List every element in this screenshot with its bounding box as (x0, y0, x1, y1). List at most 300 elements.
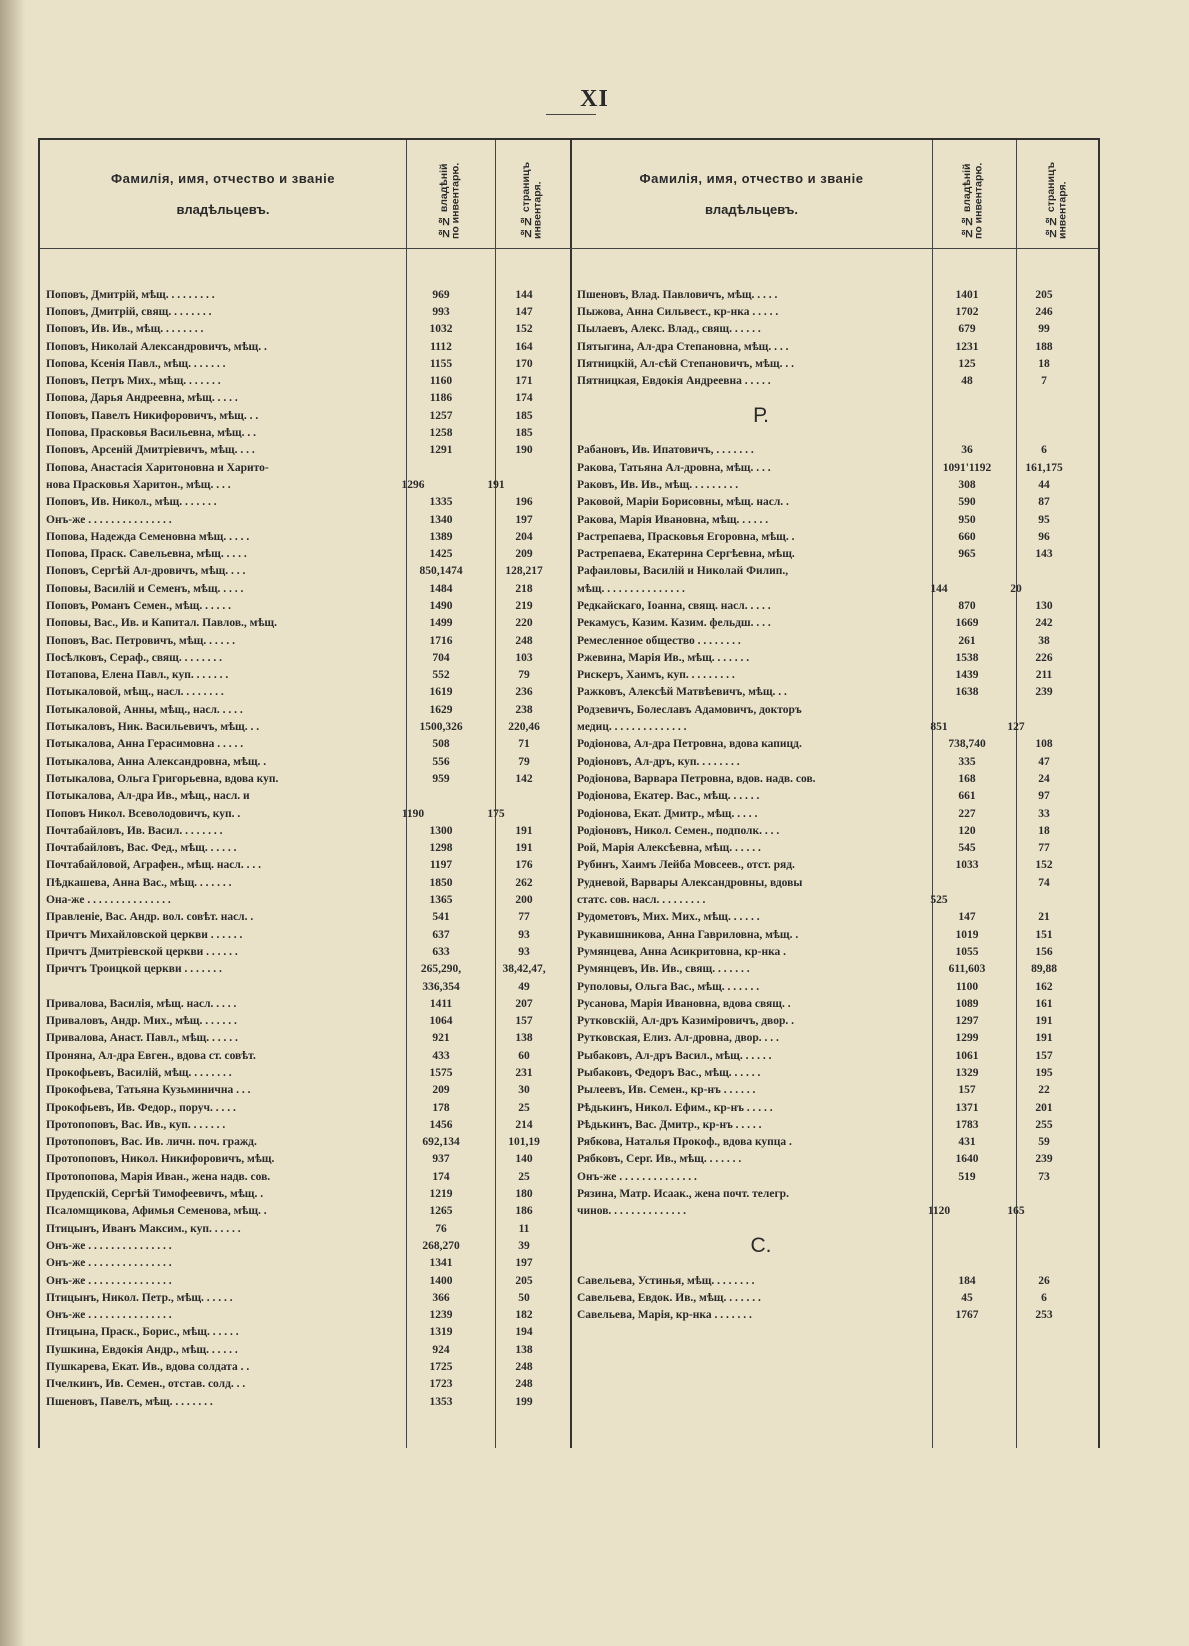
inventory-page: 39 (518, 1239, 530, 1252)
inventory-page: 185 (515, 409, 533, 422)
holding-number: 679 (958, 323, 976, 336)
inventory-page: 127 (1007, 721, 1025, 734)
holding-number: 969 (432, 288, 450, 301)
owner-name: Поповъ, Павелъ Никифоровичъ, мѣщ. . . (46, 409, 259, 422)
owner-name: Потыкалова, Ольга Григорьевна, вдова куп. (46, 772, 279, 785)
owner-name: Рафаиловы, Василій и Николай Филип., (577, 565, 789, 578)
holding-number: 1064 (429, 1015, 453, 1028)
table-row (571, 1082, 1101, 1099)
owner-name: Русанова, Марія Ивановна, вдова свящ. . (577, 997, 791, 1010)
inventory-page: 143 (1035, 548, 1053, 561)
holding-number: 48 (961, 375, 973, 388)
owner-name: мѣщ. . . . . . . . . . . . . . . (577, 582, 685, 595)
owner-name: Савельева, Евдок. Ив., мѣщ. . . . . . . (577, 1291, 761, 1304)
owner-name: Поповъ, Петръ Мих., мѣщ. . . . . . . (46, 375, 221, 388)
table-row (40, 684, 570, 701)
inventory-page: 205 (515, 1274, 533, 1287)
inventory-page: 77 (518, 911, 530, 924)
table-row (571, 1307, 1101, 1324)
inventory-page: 220,46 (508, 721, 540, 734)
table-row (40, 857, 570, 874)
inventory-page: 38,42,47, (502, 963, 546, 976)
owner-name: Савельева, Марія, кр-нка . . . . . . . (577, 1309, 752, 1322)
holding-number: 308 (958, 478, 976, 491)
inventory-page: 130 (1035, 599, 1053, 612)
table-row (571, 528, 1101, 545)
owner-name: Поповъ, Николай Александровичъ, мѣщ. . (46, 340, 267, 353)
page-number: XI (580, 86, 609, 112)
inventory-page: 231 (515, 1067, 533, 1079)
table-row (571, 1064, 1101, 1081)
inventory-page: 161 (1035, 997, 1053, 1010)
owner-name: Румянцева, Анна Асикритовна, кр-нка . (577, 945, 787, 958)
owner-name: Пятницкая, Евдокія Андреевна . . . . . (577, 375, 771, 388)
holding-number: 1265 (429, 1205, 453, 1218)
table-row (571, 615, 1101, 632)
holding-number: 1723 (429, 1378, 453, 1391)
holding-number: 1702 (955, 305, 979, 318)
table-row (40, 1358, 570, 1375)
inventory-page: 93 (518, 945, 530, 958)
owner-name: Попова, Ксенія Павл., мѣщ. . . . . . . (46, 357, 226, 370)
holding-number: 1401 (955, 288, 979, 301)
owner-name: Протопоповъ, Вас. Ив. личн. поч. гражд. (46, 1136, 257, 1149)
holding-number: 1298 (429, 842, 453, 855)
holding-number: 1365 (429, 894, 453, 907)
inventory-page: 99 (1038, 323, 1050, 336)
table-row (40, 1185, 570, 1202)
inventory-page: 108 (1035, 738, 1053, 751)
owner-name: медиц. . . . . . . . . . . . . . (577, 721, 687, 734)
table-row (40, 770, 570, 787)
inventory-page: 239 (1035, 1153, 1053, 1166)
owner-name: Птицынъ, Никол. Петр., мѣщ. . . . . . (46, 1291, 233, 1304)
inventory-page: 93 (518, 928, 530, 941)
table-row (40, 286, 570, 303)
holding-number: 850,1474 (419, 565, 463, 578)
owner-name: Родіонова, Варвара Петровна, вдов. надв. сов. (577, 772, 816, 785)
table-row (40, 1341, 570, 1358)
owner-name: статс. сов. насл. . . . . . . . . (577, 894, 706, 907)
table-row (571, 597, 1101, 614)
holding-number: 1783 (955, 1118, 979, 1131)
holding-number: 1120 (927, 1205, 951, 1218)
inventory-page: 30 (518, 1084, 530, 1097)
owner-name: Растрепаева, Прасковья Егоровна, мѣщ. . (577, 530, 795, 543)
table-row (571, 476, 1101, 493)
table-row (40, 788, 570, 805)
holding-number: 924 (432, 1343, 450, 1356)
holding-number: 692,134 (422, 1136, 460, 1149)
inventory-page: 128,217 (505, 565, 543, 578)
holding-number: 1490 (429, 599, 453, 612)
owner-no-col-title: №№ владѣній по инвентарю. (437, 162, 462, 239)
owner-name: Ремесленное общество . . . . . . . . (577, 634, 741, 647)
holding-number: 1300 (429, 824, 453, 837)
name-col-subtitle: владѣльцевъ. (705, 202, 798, 217)
owner-name: Поповы, Вас., Ив. и Капитал. Павлов., мѣщ. (46, 617, 277, 630)
inventory-page: 24 (1038, 772, 1050, 785)
page-no-col-title: №№ страницъ инвентаря. (519, 161, 544, 239)
table-row (571, 667, 1101, 684)
holding-number: 870 (958, 599, 976, 612)
inventory-page: 176 (515, 859, 533, 872)
owner-name: Попова, Праск. Савельевна, мѣщ. . . . . (46, 548, 247, 561)
owner-name: Потыкаловъ, Ник. Васильевичъ, мѣщ. . . (46, 721, 260, 734)
inventory-page: 207 (515, 997, 533, 1010)
inventory-page: 50 (518, 1291, 530, 1304)
holding-number: 1160 (429, 375, 453, 388)
inventory-page: 201 (1035, 1101, 1053, 1114)
holding-number: 433 (432, 1049, 450, 1062)
table-row (40, 718, 570, 735)
inventory-page: 218 (515, 582, 533, 595)
table-row (40, 1082, 570, 1099)
inventory-page: 152 (515, 323, 533, 336)
table-row (571, 632, 1101, 649)
table-row (40, 494, 570, 511)
inventory-page: 197 (515, 513, 533, 526)
owner-name: Рискеръ, Хаимъ, куп. . . . . . . . . (577, 669, 735, 682)
inventory-page: 199 (515, 1395, 533, 1408)
holding-number: 1629 (429, 703, 453, 716)
table-row (40, 615, 570, 632)
holding-number: 525 (930, 894, 948, 907)
holding-number: 184 (958, 1274, 976, 1287)
owner-name: Ракова, Татьяна Ал-дровна, мѣщ. . . . (577, 461, 771, 474)
owner-name: Попова, Надежда Семеновна мѣщ. . . . . (46, 530, 250, 543)
table-row (40, 1134, 570, 1151)
owner-name: Проняна, Ал-дра Евген., вдова ст. совѣт. (46, 1049, 256, 1062)
owner-name: Онъ-же . . . . . . . . . . . . . . . (46, 1274, 172, 1287)
table-row (40, 1289, 570, 1306)
inventory-page: 236 (515, 686, 533, 699)
owner-name: Посѣлковъ, Сераф., свящ. . . . . . . . (46, 651, 222, 664)
table-row (571, 874, 1101, 891)
owner-name: Поповъ, Ив. Никол., мѣщ. . . . . . . (46, 496, 217, 509)
table-row (40, 995, 570, 1012)
holding-number: 950 (958, 513, 976, 526)
holding-number: 1400 (429, 1274, 453, 1287)
holding-number: 1767 (955, 1309, 979, 1322)
owner-name: Протопоповъ, Вас. Ив., куп. . . . . . . (46, 1118, 226, 1131)
inventory-page: 18 (1038, 824, 1050, 837)
holding-number: 1299 (955, 1032, 979, 1045)
table-row (40, 1393, 570, 1410)
inventory-page: 195 (1035, 1067, 1053, 1079)
table-row (40, 407, 570, 424)
table-row (571, 459, 1101, 476)
inventory-page: 18 (1038, 357, 1050, 370)
owner-name: Ражковъ, Алексѣй Матвѣевичъ, мѣщ. . . (577, 686, 787, 699)
table-row (571, 511, 1101, 528)
owner-name: Рыбаковъ, Федоръ Вас., мѣщ. . . . . . (577, 1067, 761, 1079)
owner-name: Причтъ Дмитріевской церкви . . . . . . (46, 945, 238, 958)
table-row (571, 494, 1101, 511)
holding-number: 45 (961, 1291, 973, 1304)
owner-name: Онъ-же . . . . . . . . . . . . . . . (46, 1309, 172, 1322)
holding-number: 1296 (401, 478, 425, 491)
inventory-page: 165 (1007, 1205, 1025, 1218)
holding-number: 993 (432, 305, 450, 318)
owner-name: Поповы, Василій и Семенъ, мѣщ. . . . . (46, 582, 244, 595)
owner-name: Рыбаковъ, Ал-дръ Васил., мѣщ. . . . . . (577, 1049, 772, 1062)
owner-name: Рѣдькинъ, Вас. Дмитр., кр-нъ . . . . . (577, 1118, 762, 1131)
table-row (571, 684, 1101, 701)
owner-name: Родіонова, Екатер. Вас., мѣщ. . . . . . (577, 790, 760, 803)
section-heading-r: Р. (753, 403, 769, 427)
owner-name: Пылаевъ, Алекс. Влад., свящ. . . . . . (577, 323, 761, 336)
owner-name: Приваловъ, Андр. Мих., мѣщ. . . . . . . (46, 1015, 237, 1028)
table-row (40, 511, 570, 528)
inventory-page: 74 (1038, 876, 1050, 889)
holding-number: 937 (432, 1153, 450, 1166)
holding-number: 541 (432, 911, 450, 924)
inventory-page: 253 (1035, 1309, 1053, 1322)
inventory-page: 26 (1038, 1274, 1050, 1287)
holding-number: 1335 (429, 496, 453, 509)
inventory-page: 164 (515, 340, 533, 353)
holding-number: 209 (432, 1084, 450, 1097)
holding-number: 965 (958, 548, 976, 561)
inventory-page: 170 (515, 357, 533, 370)
table-row (40, 303, 570, 320)
owner-no-col-title: №№ владѣній по инвентарю. (961, 162, 985, 239)
table-row (571, 788, 1101, 805)
inventory-page: 77 (1038, 842, 1050, 855)
owner-name: Потыкалова, Анна Александровна, мѣщ. . (46, 755, 267, 768)
holding-number: 1239 (429, 1309, 453, 1322)
holding-number: 519 (958, 1170, 976, 1183)
holding-number: 336,354 (422, 980, 460, 993)
inventory-page: 191 (1035, 1015, 1053, 1028)
table-row (571, 701, 1101, 718)
owner-name: Пѣдкашева, Анна Вас., мѣщ. . . . . . . (46, 876, 232, 889)
left-owner-no-header (406, 140, 495, 248)
holding-number: 1291 (429, 444, 453, 457)
holding-number: 921 (432, 1032, 450, 1045)
owner-name: Почтабайловъ, Ив. Васил. . . . . . . . (46, 824, 223, 837)
table-row (40, 459, 570, 476)
inventory-page: 144 (515, 288, 533, 301)
table-row (40, 926, 570, 943)
inventory-page: 194 (515, 1326, 533, 1339)
table-row (40, 978, 570, 995)
table-row (40, 1255, 570, 1272)
inventory-page: 190 (515, 444, 533, 457)
inventory-page: 157 (1035, 1049, 1053, 1062)
left-name-header (40, 140, 406, 248)
holding-number: 1411 (429, 997, 453, 1010)
table-row (571, 1151, 1101, 1168)
holding-number: 168 (958, 772, 976, 785)
holding-number: 147 (958, 911, 976, 924)
holding-number: 1089 (955, 997, 979, 1010)
holding-number: 144 (930, 582, 948, 595)
holding-number: 1155 (429, 357, 453, 370)
holding-number: 508 (432, 738, 450, 751)
page-no-col-title: №№ страницъ инвентаря. (1045, 161, 1069, 239)
holding-number: 1319 (429, 1326, 453, 1339)
holding-number: 590 (958, 496, 976, 509)
owner-name: Рубинъ, Хаимъ Лейба Мовсеев., отст. ряд. (577, 859, 795, 872)
inventory-page: 262 (515, 876, 533, 889)
owner-name: Пшеновъ, Влад. Павловичъ, мѣщ. . . . . (577, 288, 778, 301)
inventory-page: 87 (1038, 496, 1050, 509)
table-row (40, 1151, 570, 1168)
owner-name: Ракова, Марія Ивановна, мѣщ. . . . . . (577, 513, 769, 526)
owner-name: Онъ-же . . . . . . . . . . . . . . . (46, 1257, 172, 1270)
owner-name: Поповъ, Вас. Петровичъ, мѣщ. . . . . . (46, 634, 235, 647)
holding-number: 1619 (429, 686, 453, 699)
name-col-subtitle: владѣльцевъ. (176, 202, 270, 217)
table-row (40, 805, 570, 822)
holding-number: 1500,326 (419, 721, 463, 734)
owner-name: Протопопова, Марія Иван., жена надв. сов. (46, 1170, 271, 1183)
inventory-page: 220 (515, 617, 533, 630)
owner-name: Прудепскій, Сергѣй Тимофеевичъ, мѣщ. . (46, 1188, 264, 1201)
table-row (40, 390, 570, 407)
inventory-page: 7 (1041, 375, 1047, 388)
inventory-page: 79 (518, 669, 530, 682)
table-row (571, 1185, 1101, 1202)
holding-number: 1055 (955, 945, 979, 958)
owner-name: Пчелкинъ, Ив. Семен., отстав. солд. . . (46, 1378, 246, 1391)
inventory-page: 246 (1035, 305, 1053, 318)
table-row (40, 909, 570, 926)
table-row (571, 736, 1101, 753)
table-row (571, 1289, 1101, 1306)
owner-name: Рылеевъ, Ив. Семен., кр-нъ . . . . . . (577, 1084, 756, 1097)
holding-number: 174 (432, 1170, 450, 1183)
table-row (40, 338, 570, 355)
holding-number: 261 (958, 634, 976, 647)
left-page-no-header (495, 140, 570, 248)
table-row (40, 424, 570, 441)
holding-number: 1371 (955, 1101, 979, 1114)
table-row (571, 580, 1101, 597)
owner-name: Потыкаловой, Анны, мѣщ., насл. . . . . (46, 703, 243, 716)
holding-number: 1100 (955, 980, 979, 993)
owner-name: Причтъ Троицкой церкви . . . . . . . (46, 963, 222, 976)
table-row (571, 943, 1101, 960)
holding-number: 1640 (955, 1153, 979, 1166)
table-row (571, 355, 1101, 372)
holding-number: 1439 (955, 669, 979, 682)
inventory-page: 22 (1038, 1084, 1050, 1097)
owner-name: Протопоповъ, Никол. Никифоровичъ, мѣщ. (46, 1153, 275, 1166)
owner-name: Румянцевъ, Ив. Ив., свящ. . . . . . . (577, 963, 750, 976)
table-row (571, 1116, 1101, 1133)
inventory-page: 25 (518, 1101, 530, 1114)
holding-number: 335 (958, 755, 976, 768)
holding-number: 1538 (955, 651, 979, 664)
owner-name: Пушкарева, Екат. Ив., вдова солдата . . (46, 1361, 250, 1374)
header-rule (40, 248, 1098, 249)
holding-number: 1297 (955, 1015, 979, 1028)
table-row (40, 874, 570, 891)
table-row (40, 476, 570, 493)
inventory-page: 138 (515, 1343, 533, 1356)
table-row (40, 528, 570, 545)
table-row (40, 667, 570, 684)
right-r-entries (571, 442, 1101, 1220)
owner-name: Савельева, Устинья, мѣщ. . . . . . . . (577, 1274, 755, 1287)
owner-name: Птицына, Праск., Борис., мѣщ. . . . . . (46, 1326, 239, 1339)
right-name-header (571, 140, 932, 248)
owner-name: Поповъ, Арсеній Дмитріевичъ, мѣщ. . . . (46, 444, 255, 457)
inventory-page: 191 (487, 478, 505, 491)
inventory-page: 142 (515, 772, 533, 785)
section-heading-s: С. (750, 1233, 772, 1257)
owner-name: Рой, Марія Алексѣевна, мѣщ. . . . . . (577, 842, 761, 855)
inventory-page: 89,88 (1031, 963, 1057, 976)
table-row (571, 961, 1101, 978)
owner-name: Поповъ, Дмитрій, мѣщ. . . . . . . . . (46, 288, 215, 301)
page-edge-shadow (0, 0, 26, 1646)
owner-name: Привалова, Анаст. Павл., мѣщ. . . . . . (46, 1032, 238, 1045)
inventory-page: 44 (1038, 478, 1050, 491)
owner-name: Рутковская, Елиз. Ал-дровна, двор. . . . (577, 1032, 779, 1045)
holding-number: 959 (432, 772, 450, 785)
owner-name: Родзевичъ, Болеславъ Адамовичъ, докторъ (577, 703, 802, 716)
inventory-page: 157 (515, 1015, 533, 1028)
holding-number: 1032 (429, 323, 453, 336)
inventory-page: 138 (515, 1032, 533, 1045)
holding-number: 1091'1192 (942, 461, 992, 474)
owner-name: Потыкалова, Анна Герасимовна . . . . . (46, 738, 244, 751)
table-row (40, 1237, 570, 1254)
table-row (40, 1099, 570, 1116)
inventory-page: 248 (515, 1378, 533, 1391)
inventory-page: 197 (515, 1257, 533, 1270)
right-s-entries (571, 1272, 1101, 1324)
holding-number: 1329 (955, 1067, 979, 1079)
owner-name: Рабановъ, Ив. Ипатовичъ, . . . . . . . (577, 444, 754, 457)
table-row (571, 805, 1101, 822)
owner-name: Рязина, Матр. Исаак., жена почт. телегр. (577, 1188, 789, 1201)
table-row (40, 891, 570, 908)
holding-number: 552 (432, 669, 450, 682)
inventory-page: 95 (1038, 513, 1050, 526)
owner-name: Рудометовъ, Мих. Мих., мѣщ. . . . . . (577, 911, 760, 924)
owner-name: Почтабайловъ, Вас. Фед., мѣщ. . . . . . (46, 842, 237, 855)
holding-number: 1669 (955, 617, 979, 630)
inventory-page: 242 (1035, 617, 1053, 630)
table-row (571, 770, 1101, 787)
table-row (571, 978, 1101, 995)
holding-number: 1197 (429, 859, 453, 872)
owner-name: Рекамусъ, Казим. Казим. фельдш. . . . (577, 617, 771, 630)
inventory-page: 11 (518, 1222, 530, 1235)
owner-name: Родіонова, Ал-дра Петровна, вдова капицд. (577, 738, 802, 751)
holding-number: 1019 (955, 928, 979, 941)
holding-number: 556 (432, 755, 450, 768)
owner-name: Раковой, Маріи Борисовны, мѣщ. насл. . (577, 496, 789, 509)
inventory-page: 161,175 (1025, 461, 1063, 474)
name-col-title: Фамилія, имя, отчество и званіе (111, 171, 335, 186)
owner-name: Прокофьева, Татьяна Кузьминична . . . (46, 1084, 251, 1097)
holding-number: 178 (432, 1101, 450, 1114)
table-row (571, 857, 1101, 874)
owner-name: Потыкаловой, мѣщ., насл. . . . . . . . (46, 686, 224, 699)
inventory-page: 162 (1035, 980, 1053, 993)
holding-number: 1850 (429, 876, 453, 889)
page-number-rule (546, 114, 596, 115)
inventory-page: 152 (1035, 859, 1053, 872)
owner-name: Руполовы, Ольга Вас., мѣщ. . . . . . . (577, 980, 760, 993)
owner-name: Рудневой, Варвары Александровны, вдовы (577, 876, 803, 889)
